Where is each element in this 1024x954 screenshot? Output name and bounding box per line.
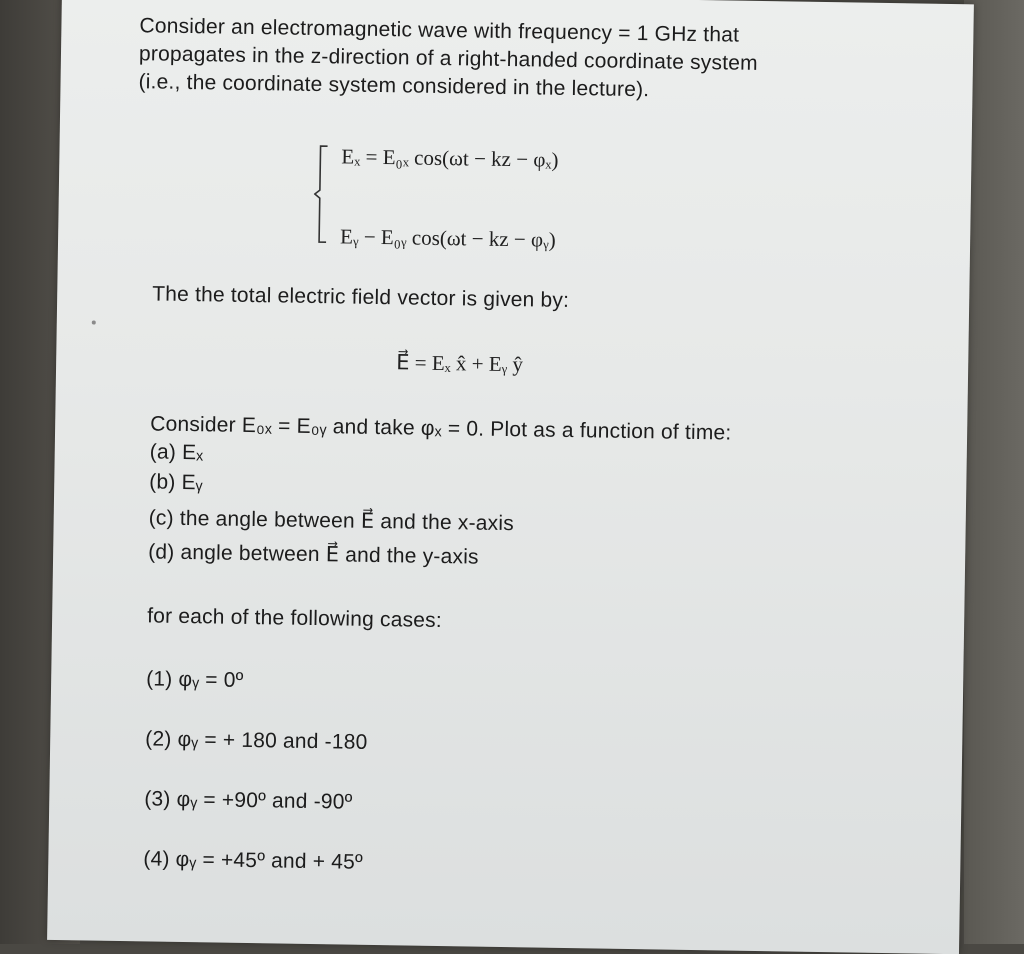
intro-line-1: Consider an electromagnetic wave with frequency = 1 GHz that (139, 14, 740, 47)
equation-ex: Eₓ = E₀ₓ cos(ωt − kz − φₓ) (341, 144, 559, 172)
intro-line-3: (i.e., the coordinate system considered in the lecture). (138, 70, 650, 102)
paper-sheet (47, 0, 974, 954)
background-right (964, 0, 1024, 944)
case-item: (2) φᵧ = + 180 and -180 (145, 727, 368, 754)
consider-item: (b) Eᵧ (149, 470, 203, 495)
case-item: (4) φᵧ = +45º and + 45º (143, 847, 364, 874)
total-field-equation: E⃗ = Eₓ x̂ + Eᵧ ŷ (396, 350, 524, 377)
cases-heading: for each of the following cases: (146, 604, 443, 633)
equation-ey: Eᵧ − E₀ᵧ cos(ωt − kz − φᵧ) (339, 224, 556, 252)
case-item: (3) φᵧ = +90º and -90º (144, 787, 353, 814)
specks (92, 321, 96, 325)
case-item: (1) φᵧ = 0º (146, 667, 244, 692)
total-field-text: The the total electric field vector is given by: (152, 282, 570, 313)
left-brace-icon (313, 144, 329, 244)
consider-item: (d) angle between E⃗ and the y-axis (148, 540, 479, 569)
consider-line: Consider E₀ₓ = E₀ᵧ and take φₓ = 0. Plot as a function of time: (150, 412, 732, 445)
consider-item: (c) the angle between E⃗ and the x-axis (148, 506, 515, 536)
consider-item: (a) Eₓ (149, 440, 204, 465)
intro-line-2: propagates in the z-direction of a right-handed coordinate system (138, 42, 758, 75)
